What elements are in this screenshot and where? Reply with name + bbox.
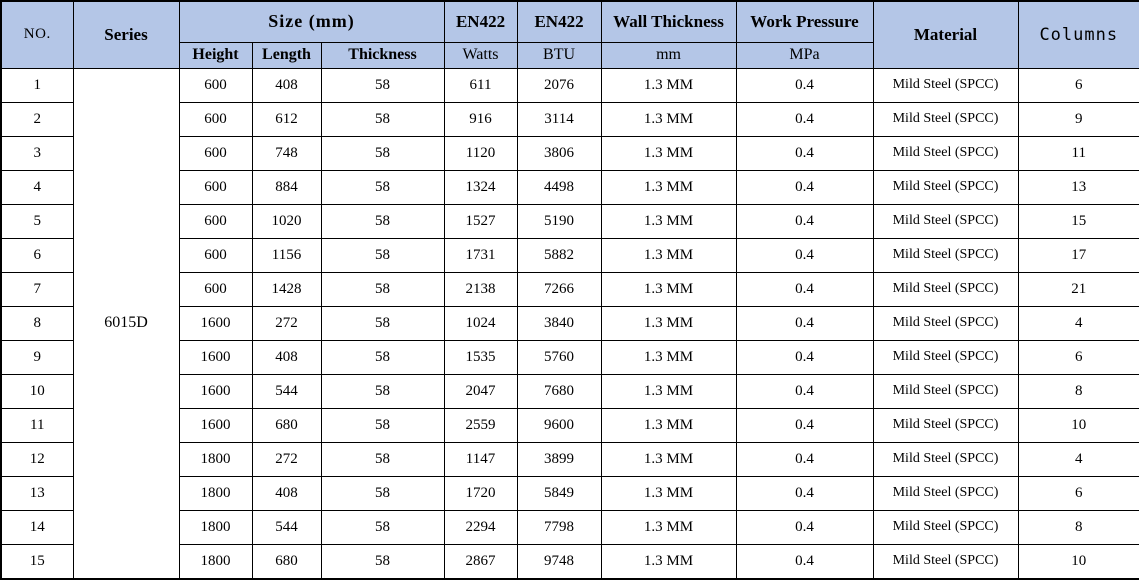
cell-columns: 13 bbox=[1018, 170, 1139, 204]
cell-material: Mild Steel (SPCC) bbox=[873, 238, 1018, 272]
cell-columns: 8 bbox=[1018, 510, 1139, 544]
cell-watts: 1024 bbox=[444, 306, 517, 340]
cell-watts: 1731 bbox=[444, 238, 517, 272]
cell-no: 11 bbox=[1, 408, 73, 442]
cell-thickness: 58 bbox=[321, 374, 444, 408]
cell-work-pressure: 0.4 bbox=[736, 136, 873, 170]
cell-wall-thickness: 1.3 MM bbox=[601, 374, 736, 408]
cell-thickness: 58 bbox=[321, 306, 444, 340]
cell-columns: 6 bbox=[1018, 340, 1139, 374]
cell-height: 600 bbox=[179, 68, 252, 102]
cell-wall-thickness: 1.3 MM bbox=[601, 544, 736, 579]
cell-watts: 1120 bbox=[444, 136, 517, 170]
cell-wall-thickness: 1.3 MM bbox=[601, 476, 736, 510]
table-row bbox=[1, 68, 1139, 102]
cell-btu: 9748 bbox=[517, 544, 601, 579]
cell-work-pressure: 0.4 bbox=[736, 408, 873, 442]
cell-material: Mild Steel (SPCC) bbox=[873, 374, 1018, 408]
cell-btu: 5760 bbox=[517, 340, 601, 374]
cell-columns: 10 bbox=[1018, 544, 1139, 579]
cell-no: 14 bbox=[1, 510, 73, 544]
cell-length: 612 bbox=[252, 102, 321, 136]
cell-watts: 611 bbox=[444, 68, 517, 102]
cell-height: 600 bbox=[179, 170, 252, 204]
cell-btu: 3840 bbox=[517, 306, 601, 340]
cell-thickness: 58 bbox=[321, 102, 444, 136]
cell-material: Mild Steel (SPCC) bbox=[873, 340, 1018, 374]
cell-work-pressure: 0.4 bbox=[736, 510, 873, 544]
cell-length: 680 bbox=[252, 544, 321, 579]
cell-length: 748 bbox=[252, 136, 321, 170]
cell-watts: 1324 bbox=[444, 170, 517, 204]
cell-btu: 5849 bbox=[517, 476, 601, 510]
header-en422-btu: EN422 bbox=[517, 1, 601, 42]
cell-length: 272 bbox=[252, 442, 321, 476]
cell-length: 408 bbox=[252, 68, 321, 102]
cell-columns: 4 bbox=[1018, 442, 1139, 476]
cell-thickness: 58 bbox=[321, 340, 444, 374]
cell-wall-thickness: 1.3 MM bbox=[601, 272, 736, 306]
cell-columns: 4 bbox=[1018, 306, 1139, 340]
cell-material: Mild Steel (SPCC) bbox=[873, 510, 1018, 544]
cell-material: Mild Steel (SPCC) bbox=[873, 306, 1018, 340]
cell-columns: 15 bbox=[1018, 204, 1139, 238]
cell-wall-thickness: 1.3 MM bbox=[601, 68, 736, 102]
cell-wall-thickness: 1.3 MM bbox=[601, 136, 736, 170]
cell-thickness: 58 bbox=[321, 544, 444, 579]
cell-height: 600 bbox=[179, 136, 252, 170]
cell-columns: 6 bbox=[1018, 68, 1139, 102]
header-material: Material bbox=[873, 1, 1018, 68]
header-length: Length bbox=[252, 42, 321, 68]
header-work-pressure: Work Pressure bbox=[736, 1, 873, 42]
cell-watts: 1535 bbox=[444, 340, 517, 374]
header-thickness: Thickness bbox=[321, 42, 444, 68]
cell-work-pressure: 0.4 bbox=[736, 170, 873, 204]
cell-watts: 916 bbox=[444, 102, 517, 136]
cell-material: Mild Steel (SPCC) bbox=[873, 544, 1018, 579]
header-btu: BTU bbox=[517, 42, 601, 68]
header-wall-thickness-unit: mm bbox=[601, 42, 736, 68]
cell-watts: 2047 bbox=[444, 374, 517, 408]
cell-length: 272 bbox=[252, 306, 321, 340]
cell-watts: 1527 bbox=[444, 204, 517, 238]
cell-work-pressure: 0.4 bbox=[736, 68, 873, 102]
cell-watts: 1720 bbox=[444, 476, 517, 510]
cell-height: 1800 bbox=[179, 442, 252, 476]
header-work-pressure-unit: MPa bbox=[736, 42, 873, 68]
cell-wall-thickness: 1.3 MM bbox=[601, 204, 736, 238]
cell-height: 1800 bbox=[179, 544, 252, 579]
cell-height: 600 bbox=[179, 272, 252, 306]
cell-watts: 2559 bbox=[444, 408, 517, 442]
cell-btu: 5190 bbox=[517, 204, 601, 238]
cell-material: Mild Steel (SPCC) bbox=[873, 408, 1018, 442]
cell-material: Mild Steel (SPCC) bbox=[873, 442, 1018, 476]
cell-no: 6 bbox=[1, 238, 73, 272]
cell-columns: 21 bbox=[1018, 272, 1139, 306]
cell-btu: 3806 bbox=[517, 136, 601, 170]
cell-watts: 1147 bbox=[444, 442, 517, 476]
cell-length: 1156 bbox=[252, 238, 321, 272]
cell-btu: 3899 bbox=[517, 442, 601, 476]
cell-btu: 5882 bbox=[517, 238, 601, 272]
cell-material: Mild Steel (SPCC) bbox=[873, 272, 1018, 306]
cell-btu: 7266 bbox=[517, 272, 601, 306]
cell-thickness: 58 bbox=[321, 272, 444, 306]
cell-wall-thickness: 1.3 MM bbox=[601, 306, 736, 340]
header-wall-thickness: Wall Thickness bbox=[601, 1, 736, 42]
cell-watts: 2138 bbox=[444, 272, 517, 306]
cell-material: Mild Steel (SPCC) bbox=[873, 170, 1018, 204]
cell-thickness: 58 bbox=[321, 510, 444, 544]
cell-length: 884 bbox=[252, 170, 321, 204]
cell-series-value: 6015D bbox=[73, 68, 179, 579]
cell-wall-thickness: 1.3 MM bbox=[601, 408, 736, 442]
cell-wall-thickness: 1.3 MM bbox=[601, 102, 736, 136]
cell-watts: 2867 bbox=[444, 544, 517, 579]
cell-thickness: 58 bbox=[321, 136, 444, 170]
cell-thickness: 58 bbox=[321, 68, 444, 102]
cell-length: 1020 bbox=[252, 204, 321, 238]
cell-no: 15 bbox=[1, 544, 73, 579]
cell-no: 10 bbox=[1, 374, 73, 408]
cell-wall-thickness: 1.3 MM bbox=[601, 170, 736, 204]
cell-columns: 11 bbox=[1018, 136, 1139, 170]
header-en422-watts: EN422 bbox=[444, 1, 517, 42]
cell-wall-thickness: 1.3 MM bbox=[601, 340, 736, 374]
cell-wall-thickness: 1.3 MM bbox=[601, 442, 736, 476]
header-no: NO. bbox=[1, 1, 73, 68]
cell-no: 7 bbox=[1, 272, 73, 306]
cell-length: 408 bbox=[252, 476, 321, 510]
cell-columns: 9 bbox=[1018, 102, 1139, 136]
cell-no: 9 bbox=[1, 340, 73, 374]
cell-work-pressure: 0.4 bbox=[736, 340, 873, 374]
cell-thickness: 58 bbox=[321, 442, 444, 476]
cell-thickness: 58 bbox=[321, 238, 444, 272]
cell-btu: 4498 bbox=[517, 170, 601, 204]
header-size-group: Size (mm) bbox=[179, 1, 444, 42]
cell-work-pressure: 0.4 bbox=[736, 442, 873, 476]
cell-wall-thickness: 1.3 MM bbox=[601, 510, 736, 544]
cell-btu: 9600 bbox=[517, 408, 601, 442]
cell-btu: 7798 bbox=[517, 510, 601, 544]
cell-length: 544 bbox=[252, 374, 321, 408]
cell-work-pressure: 0.4 bbox=[736, 544, 873, 579]
cell-height: 600 bbox=[179, 102, 252, 136]
cell-btu: 2076 bbox=[517, 68, 601, 102]
cell-work-pressure: 0.4 bbox=[736, 306, 873, 340]
cell-work-pressure: 0.4 bbox=[736, 272, 873, 306]
cell-no: 12 bbox=[1, 442, 73, 476]
header-series: Series bbox=[73, 1, 179, 68]
cell-height: 1600 bbox=[179, 306, 252, 340]
cell-no: 5 bbox=[1, 204, 73, 238]
cell-height: 600 bbox=[179, 238, 252, 272]
cell-columns: 8 bbox=[1018, 374, 1139, 408]
table-header bbox=[1, 1, 1139, 68]
header-height: Height bbox=[179, 42, 252, 68]
cell-material: Mild Steel (SPCC) bbox=[873, 204, 1018, 238]
cell-columns: 17 bbox=[1018, 238, 1139, 272]
cell-wall-thickness: 1.3 MM bbox=[601, 238, 736, 272]
cell-thickness: 58 bbox=[321, 204, 444, 238]
cell-height: 1600 bbox=[179, 374, 252, 408]
table-body bbox=[1, 68, 1139, 579]
cell-no: 13 bbox=[1, 476, 73, 510]
cell-thickness: 58 bbox=[321, 408, 444, 442]
cell-material: Mild Steel (SPCC) bbox=[873, 68, 1018, 102]
cell-watts: 2294 bbox=[444, 510, 517, 544]
cell-work-pressure: 0.4 bbox=[736, 102, 873, 136]
cell-thickness: 58 bbox=[321, 476, 444, 510]
cell-height: 600 bbox=[179, 204, 252, 238]
cell-length: 680 bbox=[252, 408, 321, 442]
cell-height: 1800 bbox=[179, 476, 252, 510]
cell-btu: 3114 bbox=[517, 102, 601, 136]
cell-columns: 6 bbox=[1018, 476, 1139, 510]
cell-no: 2 bbox=[1, 102, 73, 136]
cell-no: 3 bbox=[1, 136, 73, 170]
cell-work-pressure: 0.4 bbox=[736, 476, 873, 510]
cell-length: 408 bbox=[252, 340, 321, 374]
cell-no: 1 bbox=[1, 68, 73, 102]
cell-no: 8 bbox=[1, 306, 73, 340]
cell-material: Mild Steel (SPCC) bbox=[873, 102, 1018, 136]
header-watts: Watts bbox=[444, 42, 517, 68]
cell-material: Mild Steel (SPCC) bbox=[873, 136, 1018, 170]
cell-work-pressure: 0.4 bbox=[736, 204, 873, 238]
cell-length: 1428 bbox=[252, 272, 321, 306]
cell-material: Mild Steel (SPCC) bbox=[873, 476, 1018, 510]
cell-work-pressure: 0.4 bbox=[736, 374, 873, 408]
cell-length: 544 bbox=[252, 510, 321, 544]
cell-height: 1600 bbox=[179, 340, 252, 374]
cell-btu: 7680 bbox=[517, 374, 601, 408]
cell-thickness: 58 bbox=[321, 170, 444, 204]
cell-no: 4 bbox=[1, 170, 73, 204]
cell-height: 1800 bbox=[179, 510, 252, 544]
cell-height: 1600 bbox=[179, 408, 252, 442]
cell-work-pressure: 0.4 bbox=[736, 238, 873, 272]
header-columns: Columns bbox=[1018, 1, 1139, 68]
cell-columns: 10 bbox=[1018, 408, 1139, 442]
